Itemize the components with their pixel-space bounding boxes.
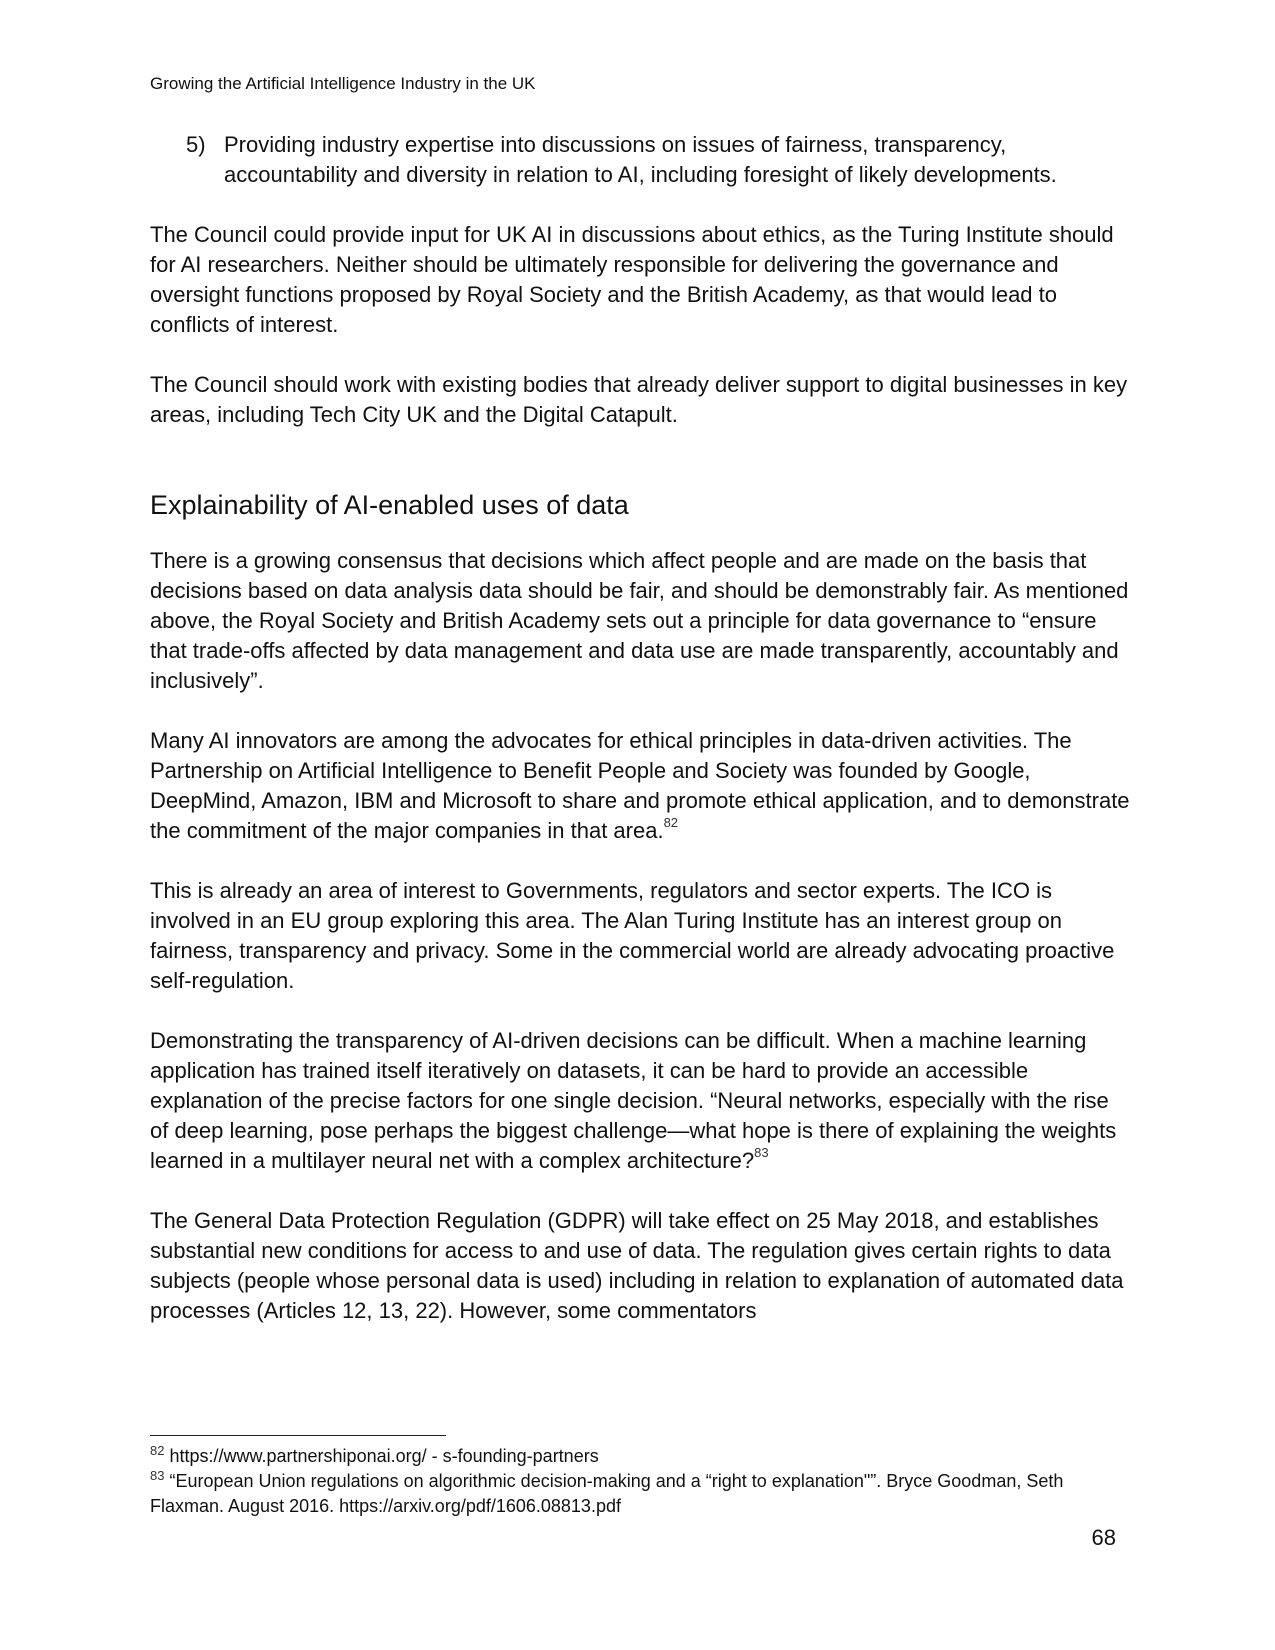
paragraph-gdpr: The General Data Protection Regulation (GDPR) will take effect on 25 May 2018, and establishes substantial new conditions for access to and use of data. The regulation gives certain rights to data subjects (people whose personal data is used) including in relation to explanation of automated data processes (Articles 12, 13, 22). However, some commentators	[150, 1208, 1124, 1323]
paragraph-partnership	[150, 726, 1130, 846]
paragraph-regulators: This is already an area of interest to Governments, regulators and sector experts. The ICO is involved in an EU group exploring this area. The Alan Turing Institute has an interest group on fairness, transparency and privacy. Some in the commercial world are already advocating proactive self-regulation.	[150, 878, 1115, 993]
footnote-divider	[150, 1435, 446, 1436]
footnotes	[150, 1435, 1110, 1519]
footnote-ref-82[interactable]: 82	[663, 815, 679, 830]
paragraph-consensus: There is a growing consensus that decisions which affect people and are made on the basis that decisions based on data analysis data should be fair, and should be demonstrably fair. As mentioned above, the Royal Society and British Academy sets out a principle for data governance to “ensure that trade-offs affected by data management and data use are made transparently, accountably and inclusively”.	[150, 548, 1129, 693]
footnote-text[interactable]: https://www.partnershiponai.org/ - s-founding-partners	[169, 1446, 599, 1466]
footnote-number: 83	[150, 1468, 165, 1483]
body-content	[150, 130, 1130, 1356]
footnote-text[interactable]: “European Union regulations on algorithmic decision-making and a “right to explanation"”. Bryce Goodman, Seth Flaxman. August 2016. https://arxiv.org/pdf/1606.08813.pdf	[150, 1471, 1064, 1516]
paragraph-council-bodies: The Council should work with existing bodies that already deliver support to digital businesses in key areas, including Tech City UK and the Digital Catapult.	[150, 372, 1128, 427]
footnote-82	[150, 1444, 1110, 1469]
paragraph-partnership-text: Many AI innovators are among the advocates for ethical principles in data-driven activities. The Partnership on Artificial Intelligence to Benefit People and Society was founded by Google, DeepMind, Amazon, IBM and Microsoft to share and promote ethical application, and to demonstrate the commitment of the major companies in that area.	[150, 728, 1130, 843]
paragraph-transparency-text: Demonstrating the transparency of AI-driven decisions can be difficult. When a machine learning application has trained itself iteratively on datasets, it can be hard to provide an accessible explanation of the precise factors for one single decision. “Neural networks, especially with the rise of deep learning, pose perhaps the biggest challenge—what hope is there of explaining the weights learned in a multilayer neural net with a complex architecture?	[150, 1028, 1117, 1173]
running-header: Growing the Artificial Intelligence Industry in the UK	[150, 74, 536, 93]
page-number: 68	[1091, 1525, 1116, 1550]
section-heading: Explainability of AI-enabled uses of data	[150, 490, 629, 520]
list-item-number: 5)	[186, 132, 206, 157]
paragraph-council-ethics: The Council could provide input for UK AI in discussions about ethics, as the Turing Institute should for AI researchers. Neither should be ultimately responsible for delivering the governance and oversight functions proposed by Royal Society and the British Academy, as that would lead to conflicts of interest.	[150, 222, 1114, 337]
footnote-number: 82	[150, 1443, 165, 1458]
footnote-ref-83[interactable]: 83	[754, 1145, 769, 1160]
numbered-list-item	[186, 130, 1130, 190]
list-item-text: Providing industry expertise into discussions on issues of fairness, transparency, accountability and diversity in relation to AI, including foresight of likely developments.	[224, 132, 1057, 187]
paragraph-transparency	[150, 1026, 1130, 1176]
footnote-83	[150, 1469, 1110, 1519]
